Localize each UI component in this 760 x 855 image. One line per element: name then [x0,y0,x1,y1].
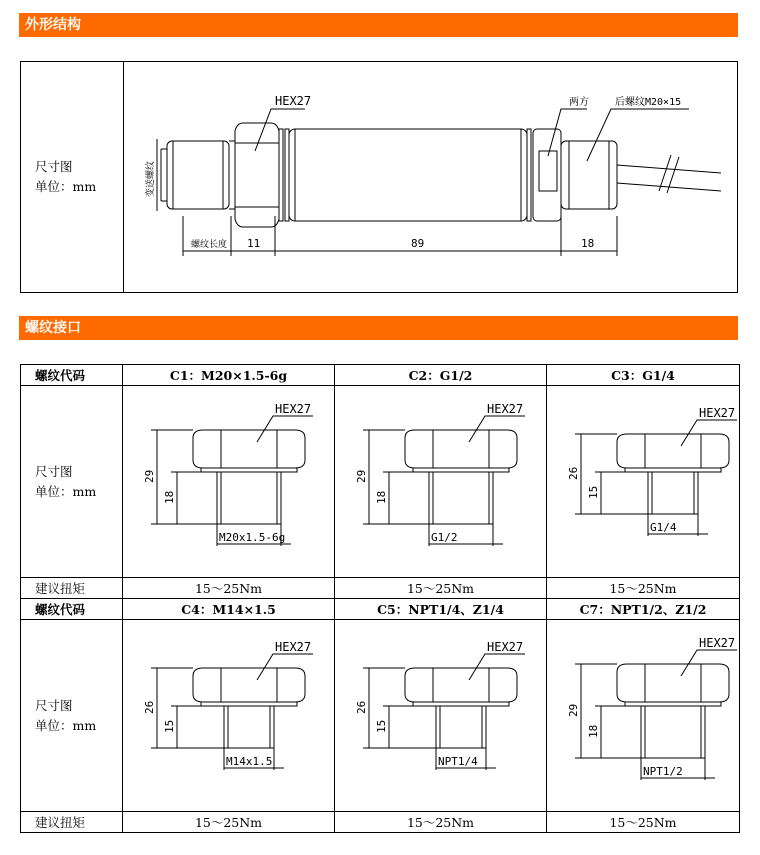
dim-title: 尺寸图 [35,463,73,479]
drawing-c3 [547,386,740,578]
thread-code-header: 螺纹代码 [21,599,123,620]
dim-18: 18 [581,237,595,250]
hex-nut-shape [405,430,517,468]
dim-11: 11 [247,237,261,250]
hex-nut-shape [193,668,305,702]
thread-shape [436,706,486,748]
thread-size-label: G1/4 [650,521,677,534]
thread-size-label: NPT1/2 [643,765,683,778]
thread-code-c7: C7：NPT1/2、Z1/2 [547,599,740,620]
collar-shape [201,702,297,706]
thread-table [20,364,740,833]
thread-shape [429,472,493,524]
fitting-sketch [151,654,313,770]
two-flats-label: 两方 [569,97,589,108]
collar-shape [201,468,297,472]
thread-shape [648,472,698,514]
drawing-c2 [335,386,547,578]
hex-label: HEX27 [487,640,524,654]
collar-shape [413,468,509,472]
hex-nut-shape [193,430,305,468]
outline-drawing [125,62,737,292]
dim-thread-label: 15 [375,719,388,733]
dim-total-label: 29 [567,703,580,717]
dim-thread-label: 18 [375,490,388,504]
dimension-label-cell [21,386,123,578]
unit-label: 单位：mm [35,179,97,194]
fitting-sketch [575,650,737,780]
dim-thread-label: 15 [163,719,176,733]
thread-shape [224,706,274,748]
section-bar-thread [19,316,738,340]
thread-length-label: 螺纹长度 [191,240,228,250]
torque-c2: 15～25Nm [335,578,547,599]
thread-shape [641,706,705,758]
collar-shape [625,468,721,472]
thread-code-c5: C5：NPT1/4、Z1/4 [335,599,547,620]
dimension-label-cell [21,620,123,812]
dim-total-label: 29 [355,469,368,483]
hex-label: HEX27 [275,640,312,654]
thread-code-c1: C1：M20×1.5-6g [123,365,335,386]
drawing-c5 [335,620,547,812]
drawing-c1 [123,386,335,578]
hex-nut-shape [405,668,517,702]
section-title: 螺纹接口 [25,320,81,336]
dim-thread-label: 18 [587,724,600,738]
unit-label: 单位：mm [35,717,97,733]
fitting-sketch [363,416,525,546]
fitting-sketch [575,420,737,536]
dim-thread-label: 18 [163,490,176,504]
thread-size-label: M20x1.5-6g [219,531,286,544]
unit-label: 单位：mm [35,483,97,499]
section-bar-outline [19,13,738,37]
dimension-label-cell [21,62,124,292]
drawing-c4 [123,620,335,812]
torque-c7: 15～25Nm [547,812,740,833]
collar-shape [413,702,509,706]
dim-thread-label: 15 [587,485,600,499]
torque-c5: 15～25Nm [335,812,547,833]
section-title: 外形结构 [25,17,81,33]
hex-nut-shape [617,434,729,468]
rear-thread-label: 后螺纹M20×15 [615,97,682,108]
thread-code-header: 螺纹代码 [21,365,123,386]
dim-title: 尺寸图 [35,159,73,174]
thread-code-c2: C2：G1/2 [335,365,547,386]
thread-size-label: NPT1/4 [438,755,478,768]
dim-title: 尺寸图 [35,697,73,713]
hex-nut-shape [617,664,729,702]
thread-size-label: M14x1.5 [226,755,273,768]
fitting-sketch [151,416,313,546]
thread-code-c4: C4：M14×1.5 [123,599,335,620]
dim-89: 89 [411,237,425,250]
hex-label: HEX27 [275,402,312,416]
thread-shape [217,472,281,524]
thread-vertical-label: 变送螺纹 [146,160,156,197]
thread-code-c3: C3：G1/4 [547,365,740,386]
outline-panel [20,61,738,293]
torque-c4: 15～25Nm [123,812,335,833]
hex-label: HEX27 [487,402,524,416]
collar-shape [625,702,721,706]
torque-c1: 15～25Nm [123,578,335,599]
dim-total-label: 26 [143,700,156,714]
dim-total-label: 26 [567,466,580,480]
hex-label: HEX27 [275,94,312,108]
torque-c3: 15～25Nm [547,578,740,599]
fitting-sketch [363,654,525,770]
dim-total-label: 26 [355,700,368,714]
hex-label: HEX27 [699,636,736,650]
torque-label: 建议扭矩 [21,812,123,833]
hex-label: HEX27 [699,406,736,420]
dim-total-label: 29 [143,469,156,483]
torque-label: 建议扭矩 [21,578,123,599]
drawing-c7 [547,620,740,812]
thread-size-label: G1/2 [431,531,458,544]
